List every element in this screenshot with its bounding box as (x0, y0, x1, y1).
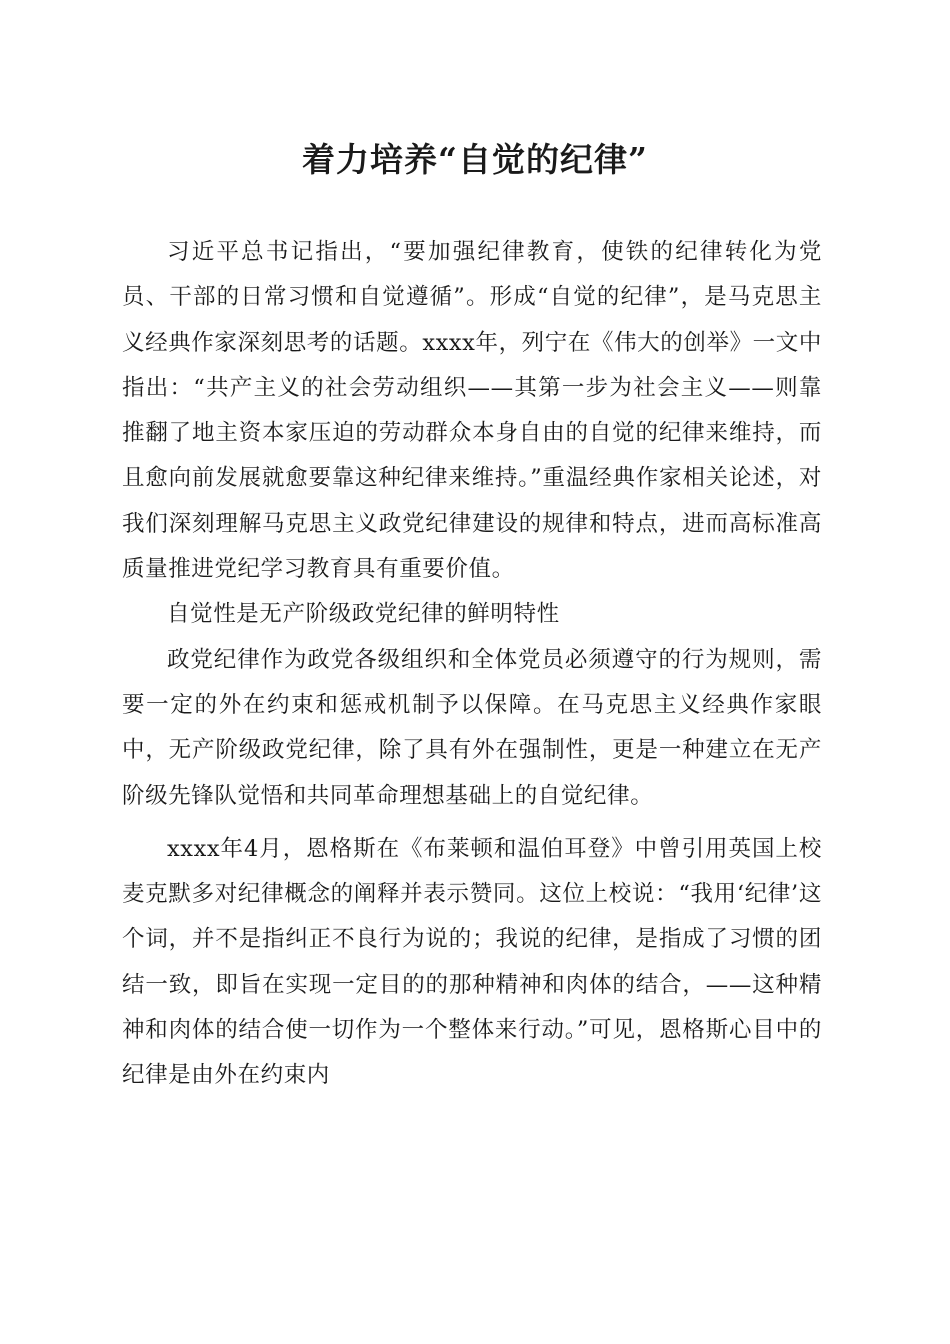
paragraph-spacer (122, 819, 822, 827)
paragraph-discipline: 政党纪律作为政党各级组织和全体党员必须遵守的行为规则，需要一定的外在约束和惩戒机制予以保障。在马克思主义经典作家眼中，无产阶级政党纪律，除了具有外在强制性，更是一种建立在无产阶级先锋队觉悟和共同革命理想基础上的自觉纪律。 (122, 646, 822, 809)
section-heading: 自觉性是无产阶级政党纪律的鲜明特性 (167, 601, 560, 628)
paragraph-engels: xxxx年4月，恩格斯在《布莱顿和温伯耳登》中曾引用英国上校麦克默多对纪律概念的阐释并表示赞同。这位上校说：“我用‘纪律’这个词，并不是指纠正不良行为说的；我说的纪律，是指成了习惯的团结一致，即旨在实现一定目的的那种精神和肉体的结合，——这种精神和肉体的结合使一切作为一个整体来行动。”可见，恩格斯心目中的纪律是由外在约束内 (122, 835, 822, 1089)
document-title: 着力培养“自觉的纪律” (302, 140, 648, 179)
paragraph-intro: 习近平总书记指出，“要加强纪律教育，使铁的纪律转化为党员、干部的日常习惯和自觉遵循”。形成“自觉的纪律”，是马克思主义经典作家深刻思考的话题。xxxx年，列宁在《伟大的创举》一文中指出：“共产主义的社会劳动组织——其第一步为社会主义——则靠推翻了地主资本家压迫的劳动群众本身自由的自觉的纪律来维持，而且愈向前发展就愈要靠这种纪律来维持。”重温经典作家相关论述，对我们深刻理解马克思主义政党纪律建设的规律和特点，进而高标准高质量推进党纪学习教育具有重要价值。 (122, 239, 822, 583)
document-body (122, 230, 822, 1099)
